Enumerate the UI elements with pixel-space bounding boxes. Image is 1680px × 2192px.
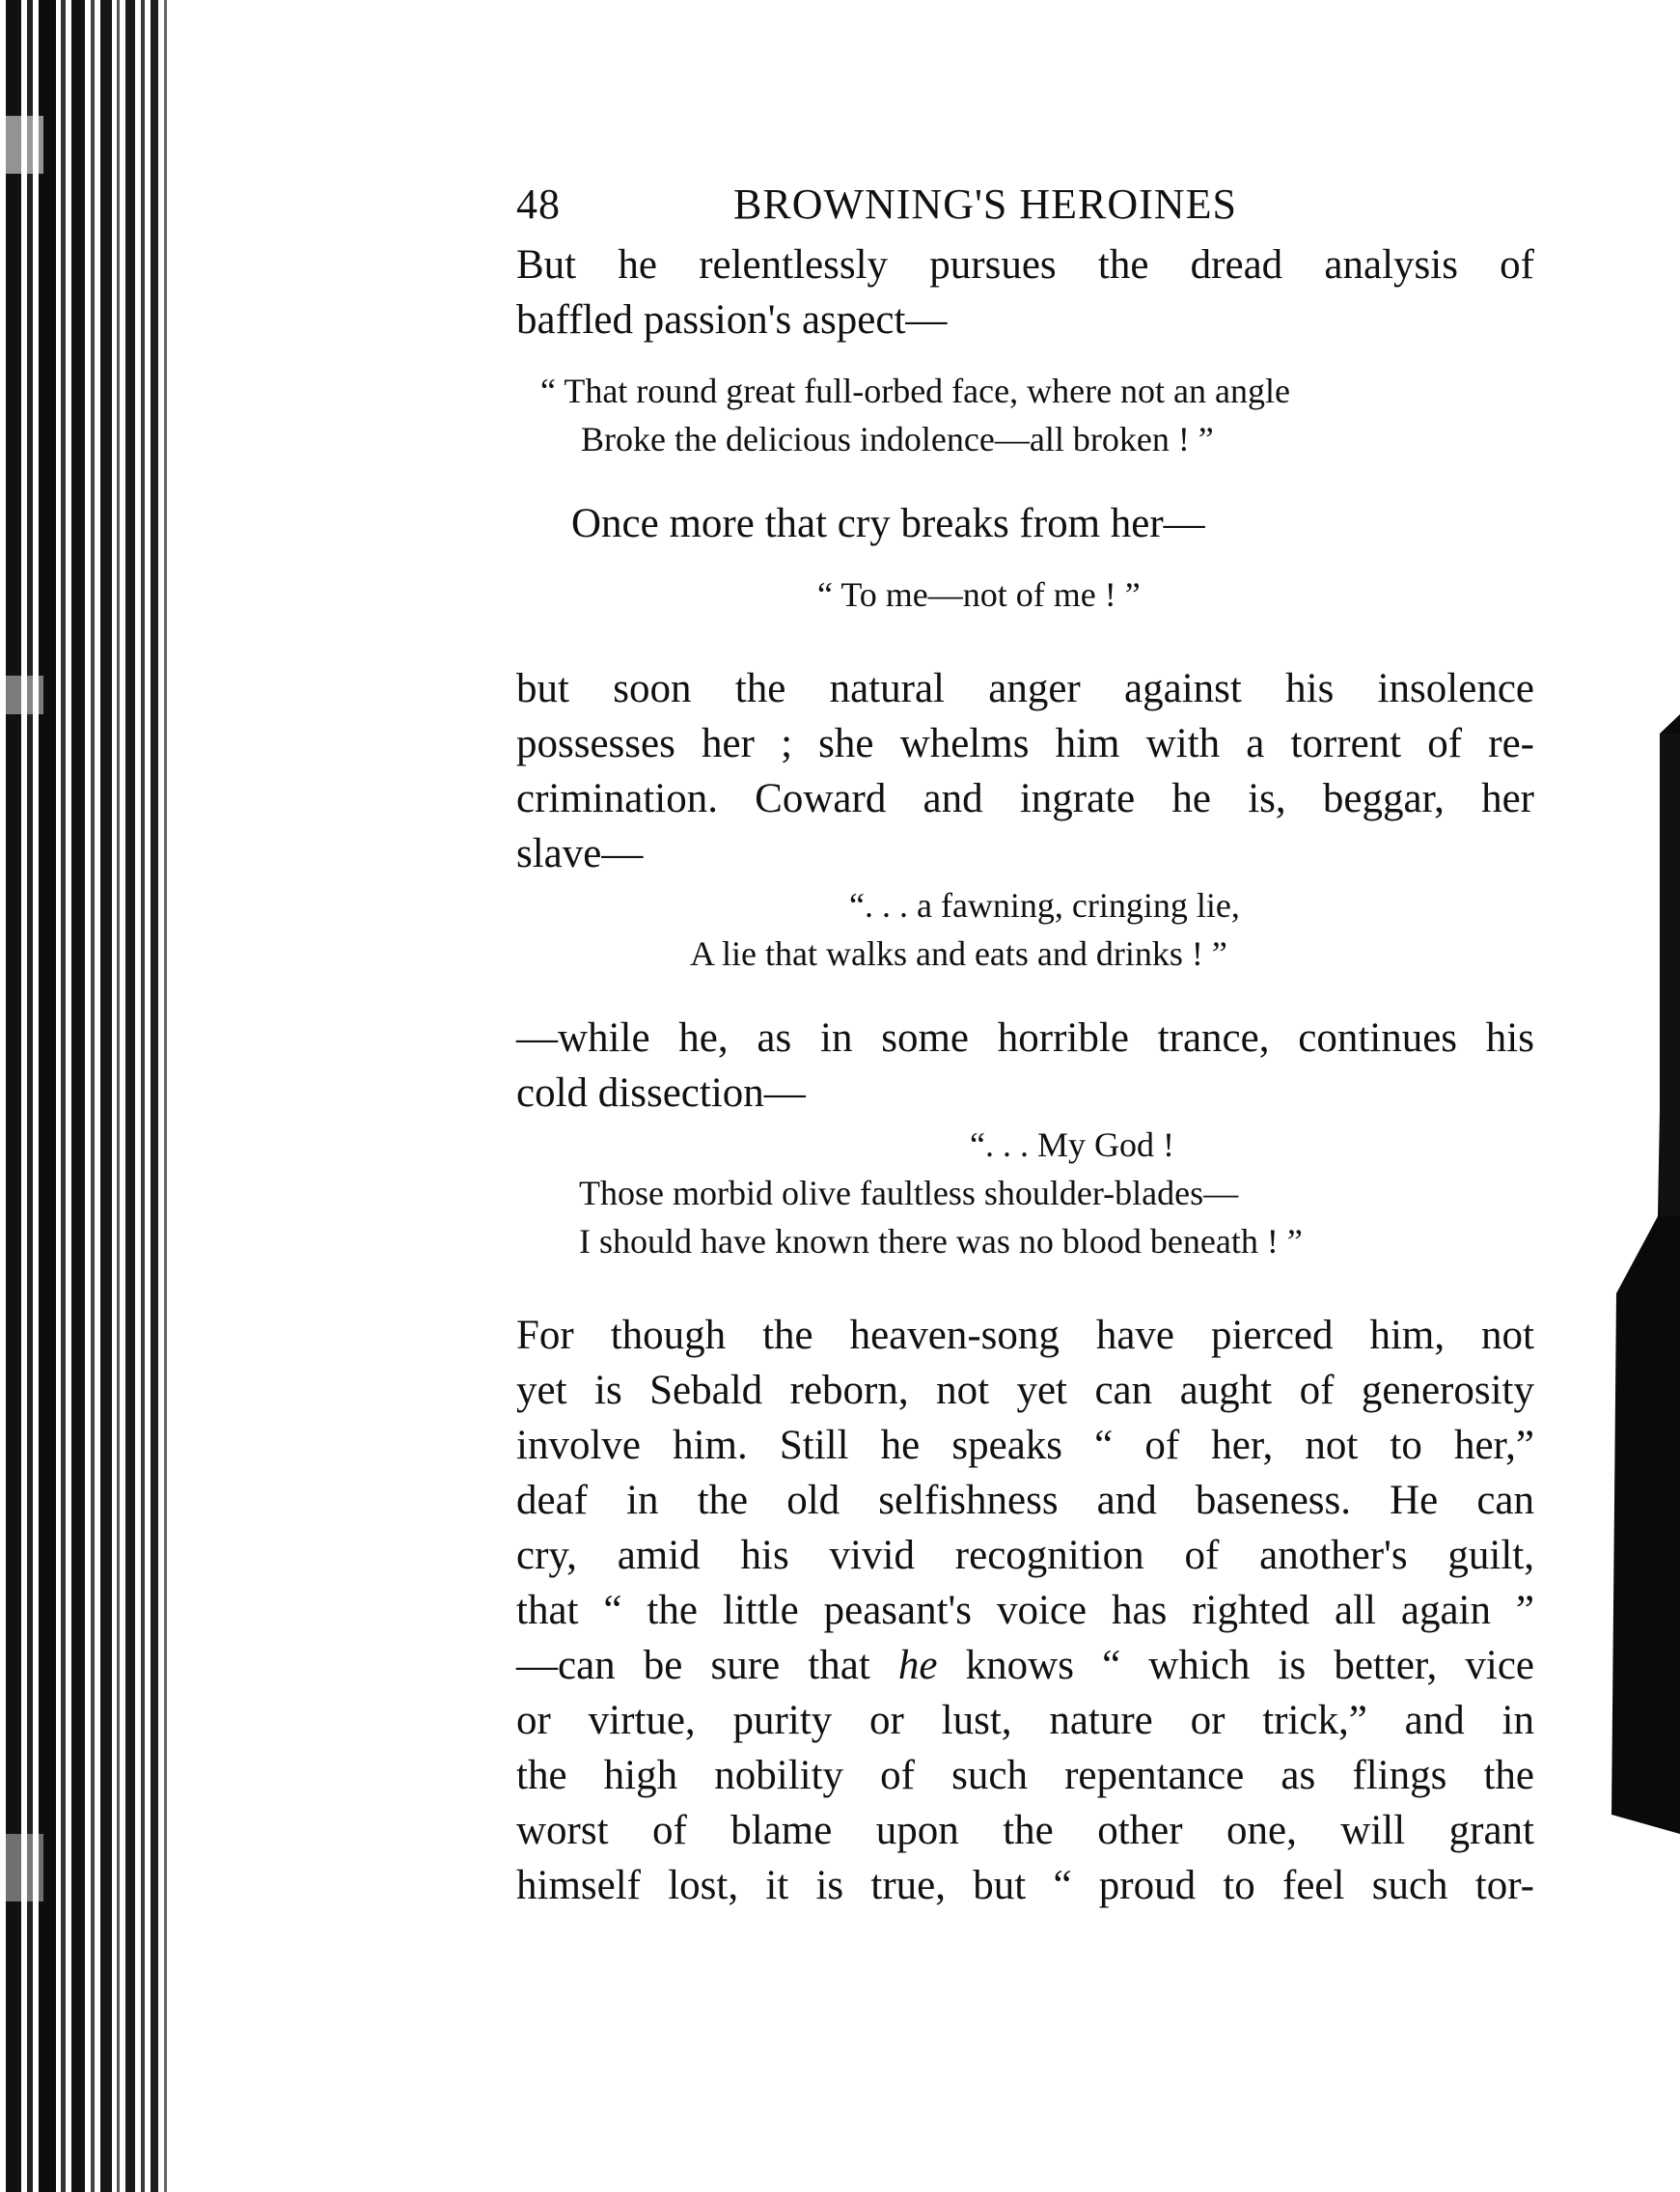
verse-quote-1 <box>516 367 1534 463</box>
paragraph-5-line-8: or virtue, purity or lust, nature or trick,” and in <box>516 1698 1534 1743</box>
page-edge-right <box>1592 714 1680 1834</box>
paragraph-5-line-11: himself lost, it is true, but “ proud to feel such tor- <box>516 1863 1534 1908</box>
paragraph-5-line-2: yet is Sebald reborn, not yet can aught of generosity <box>516 1368 1534 1413</box>
paragraph-5-line-6: that “ the little peasant's voice has righted all again ” <box>516 1588 1534 1633</box>
paragraph-1-line-1: But he relentlessly pursues the dread analysis of <box>516 242 1534 288</box>
paragraph-3-line-1: but soon the natural anger against his insolence <box>516 666 1534 711</box>
verse-line: Those morbid olive faultless shoulder-blades— <box>579 1174 1239 1212</box>
page-number: 48 <box>516 180 561 228</box>
paragraph-5-line-7 <box>516 1638 1534 1693</box>
paragraph-5-line-1: For though the heaven-song have pierced him, not <box>516 1313 1534 1358</box>
binding-edge-left <box>0 0 193 2192</box>
line-7-end: knows “ which is better, vice <box>937 1643 1534 1688</box>
line-7-start: —can be sure that <box>516 1643 898 1688</box>
paragraph-3-line-2: possesses her ; she whelms him with a torrent of re- <box>516 721 1534 766</box>
verse-line: A lie that walks and eats and drinks ! ” <box>690 934 1227 973</box>
verse-quote-4 <box>516 1121 1534 1265</box>
running-head <box>516 180 1534 237</box>
paragraph-5-line-10: worst of blame upon the other one, will grant <box>516 1808 1534 1853</box>
paragraph-4-line-1: —while he, as in some horrible trance, continues his <box>516 1015 1534 1061</box>
paragraph-5-line-9: the high nobility of such repentance as flings the <box>516 1753 1534 1798</box>
paragraph-3-line-3: crimination. Coward and ingrate he is, beggar, her <box>516 776 1534 821</box>
verse-quote-3 <box>516 881 1534 978</box>
verse-line: “. . . a fawning, cringing lie, <box>849 886 1240 925</box>
text-block <box>516 180 1534 1913</box>
verse-line: Broke the delicious indolence—all broken ! ” <box>581 420 1214 458</box>
verse-line: I should have known there was no blood beneath ! ” <box>579 1222 1303 1261</box>
paragraph-5-line-4: deaf in the old selfishness and baseness. He can <box>516 1478 1534 1523</box>
paragraph-4-line-2: cold dissection— <box>516 1070 806 1116</box>
paragraph-5-line-5: cry, amid his vivid recognition of another's guilt, <box>516 1533 1534 1578</box>
verse-line: “ To me—not of me ! ” <box>817 575 1141 614</box>
verse-quote-2 <box>516 570 1534 619</box>
running-title: BROWNING'S HEROINES <box>733 180 1237 228</box>
paragraph-3-line-4: slave— <box>516 831 644 876</box>
emphasis-he: he <box>897 1643 938 1688</box>
paragraph-5-line-3: involve him. Still he speaks “ of her, not to her,” <box>516 1423 1534 1468</box>
paragraph-1-line-2: baffled passion's aspect— <box>516 297 948 343</box>
verse-line: “. . . My God ! <box>970 1125 1174 1164</box>
verse-line: “ That round great full-orbed face, where not an angle <box>540 372 1290 410</box>
paragraph-2: Once more that cry breaks from her— <box>571 501 1205 546</box>
